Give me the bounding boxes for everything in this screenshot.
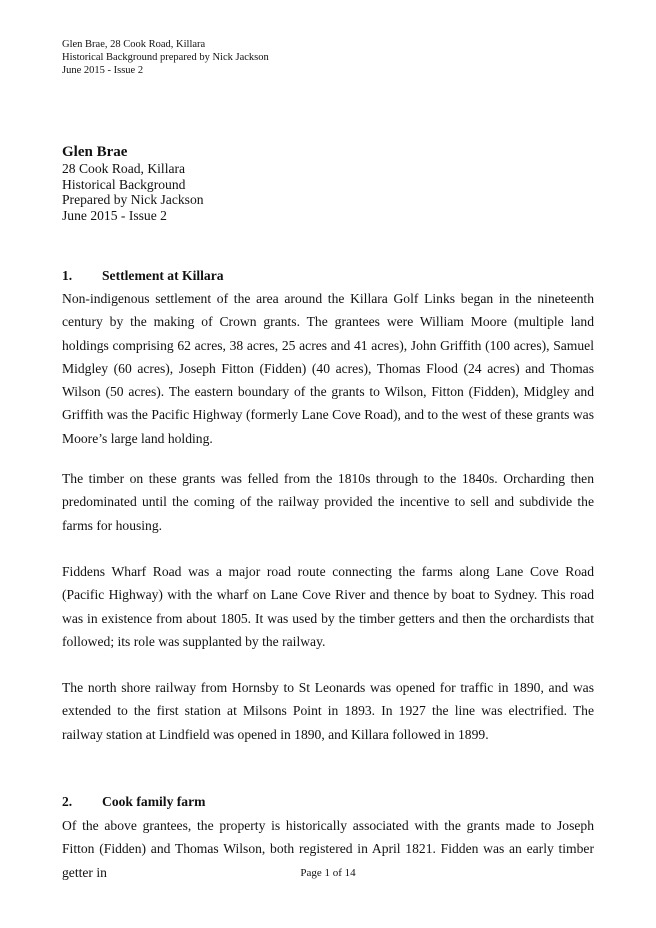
- section-heading-1: [62, 268, 224, 284]
- section-number: 1.: [62, 268, 73, 283]
- header-line-1: Glen Brae, 28 Cook Road, Killara: [62, 39, 206, 50]
- section-number: 2.: [62, 794, 73, 809]
- paragraph: Fiddens Wharf Road was a major road route connecting the farms along Lane Cove Road (Pacific Highway) with the wharf on Lane Cove River and thence by boat to Sydney. This road was in existence from about 1805. It was used by the timber getters and then the orchardists that followed; its role was supplanted by the railway.: [62, 564, 594, 649]
- document-title: Glen Brae: [62, 144, 128, 160]
- document-author: Prepared by Nick Jackson: [62, 192, 204, 207]
- section-title: Cook family farm: [102, 794, 206, 809]
- section-heading-2: [62, 794, 205, 810]
- header-line-3: June 2015 - Issue 2: [62, 65, 144, 76]
- page-number: Page 1 of 14: [300, 867, 356, 879]
- paragraph: The timber on these grants was felled from the 1810s through to the 1840s. Orcharding then predominated until the coming of the railway provided the incentive to sell and subdivide the farms for housing.: [62, 471, 594, 533]
- document-address: 28 Cook Road, Killara: [62, 161, 186, 176]
- paragraph: Non-indigenous settlement of the area around the Killara Golf Links began in the nineteenth century by the making of Crown grants. The grantees were William Moore (multiple land holdings comprising 62 acres, 38 acres, 25 acres and 41 acres), John Griffith (100 acres), Samuel Midgley (60 acres), Joseph Fitton (Fidden) (40 acres), Thomas Flood (24 acres) and Thomas Wilson (50 acres). The eastern boundary of the grants to Wilson, Fitton (Fidden), Midgley and Griffith was the Pacific Highway (formerly Lane Cove Road), and to the west of these grants was Moore’s large land holding.: [62, 291, 594, 446]
- paragraph: The north shore railway from Hornsby to St Leonards was opened for traffic in 1890, and was extended to the first station at Milsons Point in 1893. In 1927 the line was electrified. The railway station at Lindfield was opened in 1890, and Killara followed in 1899.: [62, 680, 594, 742]
- running-header: [62, 38, 269, 77]
- section-title: Settlement at Killara: [102, 268, 224, 283]
- document-subtitle: Historical Background: [62, 176, 186, 192]
- document-date: June 2015 - Issue 2: [62, 207, 167, 223]
- paragraph: Of the above grantees, the property is historically associated with the grants made to Joseph Fitton (Fidden) and Thomas Wilson, both registered in April 1821. Fidden was an early timber getter in: [62, 818, 594, 880]
- header-line-2: Historical Background prepared by Nick Jackson: [62, 52, 269, 63]
- title-block: [62, 144, 204, 223]
